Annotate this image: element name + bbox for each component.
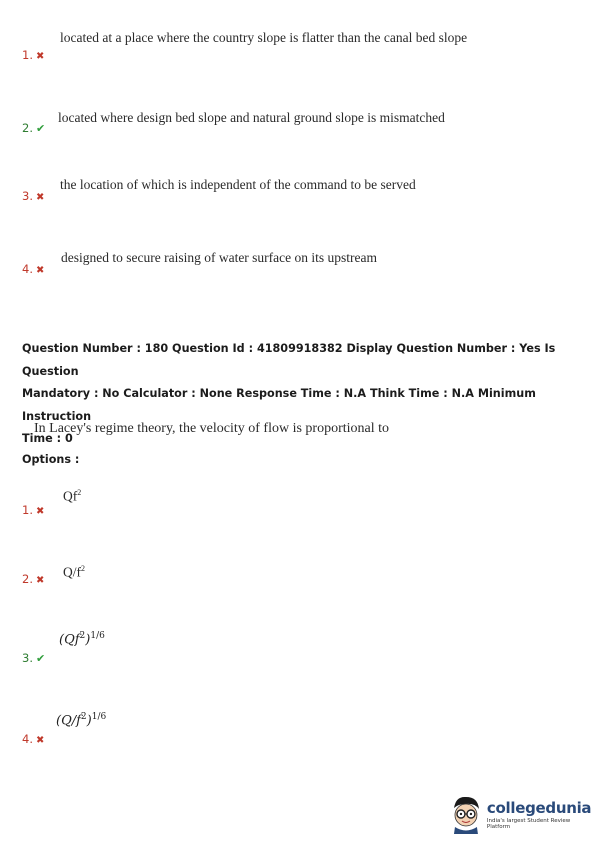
- question-text: In Lacey's regime theory, the velocity of flow is proportional to: [34, 421, 390, 436]
- option-text: located at a place where the country slope is flatter than the canal bed slope: [60, 30, 468, 45]
- options-label: Options :: [22, 453, 80, 466]
- option-number: 3. ✔: [22, 651, 46, 665]
- option-text: the location of which is independent of the command to be served: [60, 177, 416, 192]
- option-number: 1. ✖: [22, 48, 45, 62]
- logo-text: [487, 799, 595, 830]
- logo-tagline: India's largest Student Review Platform: [486, 817, 571, 830]
- mascot-icon: [448, 794, 484, 834]
- cross-icon: ✖: [35, 575, 45, 586]
- option-formula: $(Q/f^2)^{1/6}$: [56, 712, 107, 729]
- option-text: located where design bed slope and natural ground slope is mismatched: [58, 110, 445, 125]
- option-formula: $Q/f^2$: [63, 564, 85, 580]
- cross-icon: ✖: [35, 506, 45, 517]
- cross-icon: ✖: [35, 192, 45, 203]
- cross-icon: ✖: [35, 51, 45, 62]
- check-icon: ✔: [35, 652, 46, 665]
- cross-icon: ✖: [35, 265, 45, 276]
- option-number: 2. ✖: [22, 572, 45, 586]
- option-number: 3. ✖: [22, 189, 45, 203]
- meta-line: Question Number : 180 Question Id : 41809918382 Display Question Number : Yes Is Question: [22, 342, 556, 378]
- check-icon: ✔: [35, 122, 46, 135]
- option-number: 4. ✖: [22, 262, 45, 276]
- option-number: 4. ✖: [22, 732, 45, 746]
- meta-line: Mandatory : No Calculator : None Response Time : N.A Think Time : N.A Minimum Instruction: [22, 387, 536, 423]
- option-number: 2. ✔: [22, 121, 46, 135]
- option-formula: Qf$^2$: [63, 488, 82, 504]
- option-number: 1. ✖: [22, 503, 45, 517]
- logo-name: collegedunia: [486, 798, 592, 817]
- option-formula: $(Qf^2)^{1/6}$: [59, 631, 105, 648]
- collegedunia-logo: [448, 794, 595, 834]
- meta-line: Time : 0: [22, 432, 73, 445]
- cross-icon: ✖: [35, 735, 45, 746]
- option-text: designed to secure raising of water surface on its upstream: [61, 250, 378, 265]
